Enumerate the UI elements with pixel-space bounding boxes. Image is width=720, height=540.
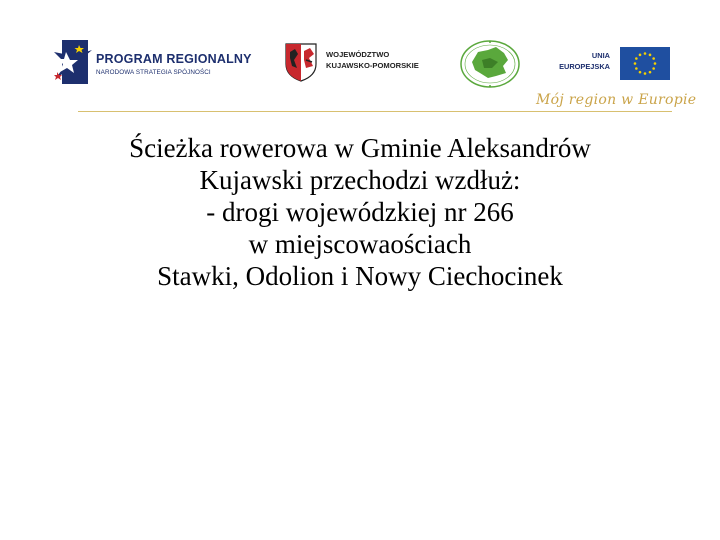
text-line-2: Kujawski przechodzi wzdłuż: [199,165,521,195]
eu-flag-star [644,72,647,75]
eu-flag-star [635,57,638,60]
eu-flag-star [649,71,652,74]
text-line-4: w miejscowaościach [248,229,472,259]
logo-bar [0,0,720,120]
eu-flag-star [644,52,647,55]
text-line-3: - drogi wojewódzkiej nr 266 [206,197,514,227]
eu-flag-star [652,67,655,70]
program-logo-subtitle: NARODOWA STRATEGIA SPÓJNOŚCI [96,69,211,76]
eu-logo-line1: UNIA [591,51,610,60]
motto: Mój region w Europie [536,92,697,108]
coat-of-arms-icon [284,42,318,82]
eu-flag-star [635,67,638,70]
eu-flag-star [634,62,637,65]
eu-flag-star [639,54,642,57]
eu-flag-icon [620,47,670,80]
eu-flag-star [639,71,642,74]
eu-flag-star [652,57,655,60]
program-star-icon [52,38,94,86]
text-line-5: Stawki, Odolion i Nowy Ciechocinek [157,261,563,291]
green-map-emblem-icon [458,38,522,90]
program-logo-title: PROGRAM REGIONALNY [96,52,252,66]
slide-text [40,132,680,292]
text-line-1: Ścieżka rowerowa w Gminie Aleksandrów [129,133,591,163]
region-logo-line1: WOJEWÓDZTWO [326,50,390,59]
eu-flag-star [654,62,657,65]
eu-flag-star [649,54,652,57]
header-divider [78,111,672,112]
eu-logo [556,45,672,79]
eu-logo-line2: EUROPEJSKA [559,62,610,71]
region-logo-line2: KUJAWSKO-POMORSKIE [326,61,419,70]
